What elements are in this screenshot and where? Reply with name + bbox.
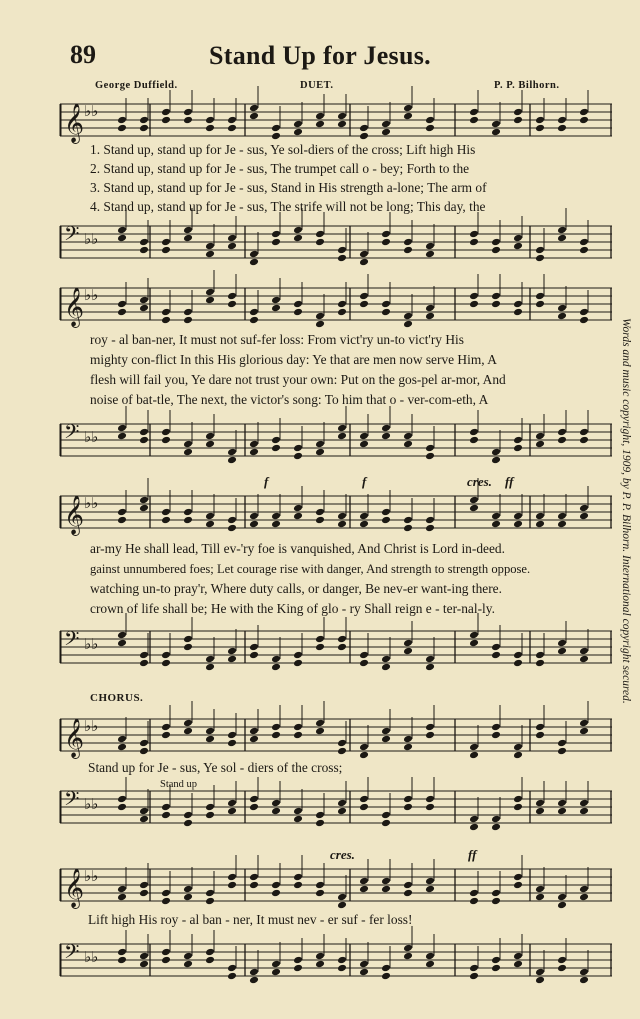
- note-icon: [139, 721, 149, 755]
- note-icon: [381, 212, 391, 246]
- note-icon: [117, 867, 127, 901]
- bass-staff: [60, 222, 612, 262]
- note-icon: [579, 701, 589, 735]
- key-signature-icon: ♭♭: [84, 496, 99, 512]
- staff-lines: [60, 420, 612, 460]
- note-icon: [183, 290, 193, 324]
- bass-staff: [60, 627, 612, 667]
- note-icon: [359, 106, 369, 140]
- note-icon: [139, 633, 149, 667]
- note-icon: [227, 713, 237, 747]
- note-icon: [359, 942, 369, 976]
- note-icon: [183, 90, 193, 124]
- note-icon: [183, 701, 193, 735]
- note-icon: [425, 426, 435, 460]
- note-icon: [293, 855, 303, 889]
- treble-clef-icon: 𝄞: [64, 103, 85, 143]
- note-icon: [557, 621, 567, 655]
- note-icon: [513, 282, 523, 316]
- note-icon: [117, 98, 127, 132]
- bass-cue: Stand up: [160, 779, 198, 790]
- note-icon: [403, 498, 413, 532]
- note-icon: [161, 705, 171, 739]
- note-icon: [271, 942, 281, 976]
- key-signature-icon: ♭♭: [84, 288, 99, 304]
- note-icon: [161, 490, 171, 524]
- note-icon: [535, 98, 545, 132]
- note-icon: [293, 426, 303, 460]
- lyric-line: Stand up for Je - sus, Ye sol - diers of the cross;: [88, 760, 343, 775]
- note-icon: [315, 490, 325, 524]
- note-icon: [579, 90, 589, 124]
- note-icon: [315, 617, 325, 651]
- note-icon: [425, 98, 435, 132]
- note-icon: [403, 926, 413, 960]
- note-icon: [293, 705, 303, 739]
- note-icon: [425, 859, 435, 893]
- note-icon: [425, 934, 435, 968]
- note-icon: [227, 216, 237, 250]
- note-icon: [469, 946, 479, 980]
- note-icon: [183, 934, 193, 968]
- treble-staff: [60, 492, 612, 535]
- note-icon: [469, 725, 479, 759]
- note-icon: [293, 633, 303, 667]
- note-icon: [557, 286, 567, 320]
- note-icon: [425, 286, 435, 320]
- lyric-line: 3. Stand up, stand up for Je - sus, Stand in His strength a-lone; The arm of: [90, 180, 487, 195]
- bass-staff: [60, 420, 612, 460]
- note-icon: [381, 282, 391, 316]
- note-icon: [579, 486, 589, 520]
- note-icon: [161, 633, 171, 667]
- note-icon: [161, 410, 171, 444]
- note-icon: [469, 212, 479, 246]
- note-icon: [315, 294, 325, 328]
- note-icon: [513, 216, 523, 250]
- note-icon: [359, 232, 369, 266]
- lyric-line: 4. Stand up, stand up for Je - sus, The strife will not be long; This day, the: [90, 199, 486, 214]
- note-icon: [403, 414, 413, 448]
- note-icon: [337, 282, 347, 316]
- dynamic-crescendo: cres.: [330, 847, 355, 862]
- note-icon: [183, 422, 193, 456]
- note-icon: [117, 490, 127, 524]
- note-icon: [315, 701, 325, 735]
- note-icon: [557, 938, 567, 972]
- key-signature-icon: ♭♭: [84, 869, 99, 885]
- note-icon: [271, 278, 281, 312]
- note-icon: [161, 290, 171, 324]
- note-icon: [249, 290, 259, 324]
- note-icon: [491, 102, 501, 136]
- copyright-notice: Words and music copyright, 1909, by P. P. Bilhorn. International copyright secured.: [620, 318, 632, 704]
- note-icon: [337, 617, 347, 651]
- note-icon: [491, 220, 501, 254]
- note-icon: [513, 725, 523, 759]
- note-icon: [579, 867, 589, 901]
- note-icon: [359, 859, 369, 893]
- note-icon: [117, 930, 127, 964]
- key-signature-icon: ♭♭: [84, 104, 99, 120]
- lyric-line: gainst unnumbered foes; Let courage rise with danger, And strength to strength oppose.: [90, 562, 531, 576]
- note-icon: [469, 274, 479, 308]
- staff-lines: [60, 627, 612, 667]
- note-icon: [249, 855, 259, 889]
- treble-clef-icon: 𝄞: [64, 868, 85, 908]
- note-icon: [579, 781, 589, 815]
- note-icon: [337, 228, 347, 262]
- note-icon: [161, 871, 171, 905]
- note-icon: [161, 220, 171, 254]
- dynamic-forte: f: [362, 474, 367, 489]
- note-icon: [579, 410, 589, 444]
- chorus-label: CHORUS.: [90, 692, 144, 704]
- note-icon: [359, 494, 369, 528]
- note-icon: [535, 705, 545, 739]
- treble-clef-icon: 𝄞: [64, 287, 85, 327]
- note-icon: [227, 946, 237, 980]
- treble-clef-icon: 𝄞: [64, 495, 85, 535]
- bass-staff: [60, 940, 612, 980]
- note-icon: [271, 705, 281, 739]
- hymn-title: Stand Up for Jesus.: [209, 41, 431, 70]
- note-icon: [381, 490, 391, 524]
- note-icon: [271, 781, 281, 815]
- note-icon: [205, 785, 215, 819]
- chorus-system-1: [60, 705, 612, 835]
- note-icon: [491, 871, 501, 905]
- note-icon: [139, 98, 149, 132]
- note-icon: [227, 430, 237, 464]
- note-icon: [117, 717, 127, 751]
- note-icon: [491, 705, 501, 739]
- note-icon: [227, 98, 237, 132]
- note-icon: [469, 90, 479, 124]
- note-icon: [117, 282, 127, 316]
- note-icon: [183, 490, 193, 524]
- note-icon: [557, 98, 567, 132]
- note-icon: [469, 410, 479, 444]
- key-signature-icon: ♭♭: [84, 719, 99, 735]
- note-icon: [513, 934, 523, 968]
- staff-lines: [60, 100, 612, 143]
- note-icon: [315, 863, 325, 897]
- note-icon: [491, 797, 501, 831]
- note-icon: [293, 938, 303, 972]
- note-icon: [469, 871, 479, 905]
- note-icon: [205, 709, 215, 743]
- note-icon: [337, 781, 347, 815]
- note-icon: [315, 94, 325, 128]
- treble-staff: [60, 100, 612, 143]
- chorus-system-2: [60, 845, 612, 1015]
- treble-staff: [60, 284, 612, 327]
- staff-lines: [60, 715, 612, 758]
- note-icon: [271, 863, 281, 897]
- note-icon: [205, 637, 215, 671]
- lyric-line: mighty con-flict In this His glorious day: Ye that are men now serve Him, A: [90, 352, 497, 367]
- dynamic-forte: f: [264, 474, 269, 489]
- note-icon: [359, 725, 369, 759]
- note-icon: [205, 871, 215, 905]
- lyric-line: 2. Stand up, stand up for Je - sus, The trumpet call o - bey; Forth to the: [90, 161, 470, 176]
- note-icon: [359, 274, 369, 308]
- note-icon: [161, 785, 171, 819]
- note-icon: [271, 212, 281, 246]
- bass-clef-icon: 𝄢: [64, 787, 80, 815]
- lyric-line: 1. Stand up, stand up for Je - sus, Ye sol-diers of the cross; Lift high His: [90, 142, 476, 157]
- note-icon: [513, 494, 523, 528]
- music-system-3: [60, 472, 612, 682]
- note-icon: [491, 938, 501, 972]
- note-icon: [535, 781, 545, 815]
- note-icon: [249, 625, 259, 659]
- note-icon: [579, 290, 589, 324]
- key-signature-icon: ♭♭: [84, 430, 99, 446]
- note-icon: [205, 98, 215, 132]
- hymn-number: 89: [70, 40, 96, 69]
- note-icon: [293, 282, 303, 316]
- note-icon: [381, 102, 391, 136]
- staff-lines: [60, 940, 612, 980]
- treble-staff: [60, 715, 612, 758]
- note-icon: [183, 867, 193, 901]
- note-icon: [161, 930, 171, 964]
- note-icon: [403, 220, 413, 254]
- note-icon: [139, 220, 149, 254]
- note-icon: [315, 422, 325, 456]
- note-icon: [381, 406, 391, 440]
- bass-staff: [60, 787, 612, 827]
- lyric-line: Lift high His roy - al ban - ner, It must nev - er suf - fer loss!: [88, 912, 413, 927]
- note-icon: [249, 86, 259, 120]
- note-icon: [227, 855, 237, 889]
- note-icon: [513, 855, 523, 889]
- note-icon: [249, 950, 259, 984]
- note-icon: [381, 946, 391, 980]
- key-signature-icon: ♭♭: [84, 950, 99, 966]
- note-icon: [117, 777, 127, 811]
- note-icon: [425, 498, 435, 532]
- music-system-2: [60, 272, 612, 472]
- note-icon: [293, 789, 303, 823]
- staff-lines: [60, 787, 612, 827]
- note-icon: [183, 793, 193, 827]
- bass-clef-icon: 𝄢: [64, 222, 80, 250]
- note-icon: [227, 498, 237, 532]
- note-icon: [535, 950, 545, 984]
- note-icon: [205, 270, 215, 304]
- note-icon: [491, 274, 501, 308]
- note-icon: [227, 629, 237, 663]
- treble-clef-icon: 𝄞: [64, 718, 85, 758]
- dynamic-fortissimo: ff: [468, 847, 477, 862]
- bass-clef-icon: 𝄢: [64, 627, 80, 655]
- note-icon: [337, 406, 347, 440]
- note-icon: [403, 621, 413, 655]
- lyric-line: crown of life shall be; He with the King of glo - ry Shall reign e - ter-nal-ly.: [90, 601, 495, 616]
- note-icon: [249, 422, 259, 456]
- note-icon: [381, 793, 391, 827]
- note-icon: [139, 410, 149, 444]
- note-icon: [227, 274, 237, 308]
- note-icon: [381, 859, 391, 893]
- note-icon: [315, 793, 325, 827]
- note-icon: [293, 486, 303, 520]
- note-icon: [315, 212, 325, 246]
- dynamic-crescendo: cres.: [467, 474, 492, 489]
- lyric-line: flesh will fail you, Ye dare not trust your own: Put on the gos-pel ar-mor, And: [90, 372, 506, 387]
- note-icon: [579, 220, 589, 254]
- note-icon: [205, 414, 215, 448]
- note-icon: [535, 633, 545, 667]
- note-icon: [557, 721, 567, 755]
- note-icon: [205, 224, 215, 258]
- note-icon: [579, 629, 589, 663]
- note-icon: [535, 274, 545, 308]
- note-icon: [337, 494, 347, 528]
- note-icon: [271, 418, 281, 452]
- key-signature-icon: ♭♭: [84, 232, 99, 248]
- lyric-line: watching un-to pray'r, Where duty calls, or danger, Be nev-er want-ing there.: [90, 581, 502, 596]
- note-icon: [359, 633, 369, 667]
- note-icon: [403, 717, 413, 751]
- key-signature-icon: ♭♭: [84, 637, 99, 653]
- bass-clef-icon: 𝄢: [64, 940, 80, 968]
- composer-credit: P. P. Bilhorn.: [494, 80, 560, 91]
- music-system-1: [60, 90, 612, 265]
- note-icon: [535, 228, 545, 262]
- note-icon: [557, 410, 567, 444]
- note-icon: [139, 478, 149, 512]
- note-icon: [425, 637, 435, 671]
- performance-note: DUET.: [300, 80, 334, 91]
- note-icon: [337, 94, 347, 128]
- note-icon: [425, 224, 435, 258]
- note-icon: [205, 494, 215, 528]
- note-icon: [579, 950, 589, 984]
- note-icon: [337, 875, 347, 909]
- lyric-line: noise of bat-tle, The next, the victor's song: To him that o - ver-com-eth, A: [90, 392, 489, 407]
- note-icon: [227, 781, 237, 815]
- note-icon: [403, 863, 413, 897]
- treble-staff: [60, 865, 612, 908]
- note-icon: [139, 934, 149, 968]
- dynamic-fortissimo: ff: [505, 474, 514, 489]
- note-icon: [271, 494, 281, 528]
- note-icon: [403, 86, 413, 120]
- note-icon: [249, 709, 259, 743]
- note-icon: [359, 414, 369, 448]
- note-icon: [249, 232, 259, 266]
- lyric-line: roy - al ban-ner, It must not suf-fer loss: From vict'ry un-to vict'ry His: [90, 332, 464, 347]
- note-icon: [425, 705, 435, 739]
- staff-lines: [60, 222, 612, 262]
- staff-lines: [60, 865, 612, 908]
- note-icon: [315, 934, 325, 968]
- note-icon: [557, 781, 567, 815]
- note-icon: [513, 90, 523, 124]
- note-icon: [337, 938, 347, 972]
- note-icon: [381, 637, 391, 671]
- note-icon: [491, 625, 501, 659]
- note-icon: [491, 430, 501, 464]
- note-icon: [271, 637, 281, 671]
- note-icon: [205, 930, 215, 964]
- note-icon: [403, 294, 413, 328]
- staff-lines: [60, 284, 612, 327]
- note-icon: [337, 721, 347, 755]
- lyricist-credit: George Duffield.: [95, 80, 178, 91]
- note-icon: [117, 406, 127, 440]
- note-icon: [535, 867, 545, 901]
- note-icon: [381, 709, 391, 743]
- note-icon: [469, 797, 479, 831]
- lyric-line: ar-my He shall lead, Till ev-'ry foe is vanquished, And Christ is Lord in-deed.: [90, 541, 505, 556]
- note-icon: [557, 494, 567, 528]
- note-icon: [139, 278, 149, 312]
- note-icon: [271, 106, 281, 140]
- note-icon: [249, 494, 259, 528]
- note-icon: [513, 633, 523, 667]
- note-icon: [293, 102, 303, 136]
- note-icon: [139, 863, 149, 897]
- note-icon: [161, 90, 171, 124]
- note-icon: [491, 494, 501, 528]
- note-icon: [139, 789, 149, 823]
- key-signature-icon: ♭♭: [84, 797, 99, 813]
- note-icon: [535, 494, 545, 528]
- note-icon: [557, 875, 567, 909]
- bass-clef-icon: 𝄢: [64, 420, 80, 448]
- note-icon: [535, 414, 545, 448]
- note-icon: [513, 418, 523, 452]
- staff-lines: [60, 492, 612, 535]
- note-icon: [183, 617, 193, 651]
